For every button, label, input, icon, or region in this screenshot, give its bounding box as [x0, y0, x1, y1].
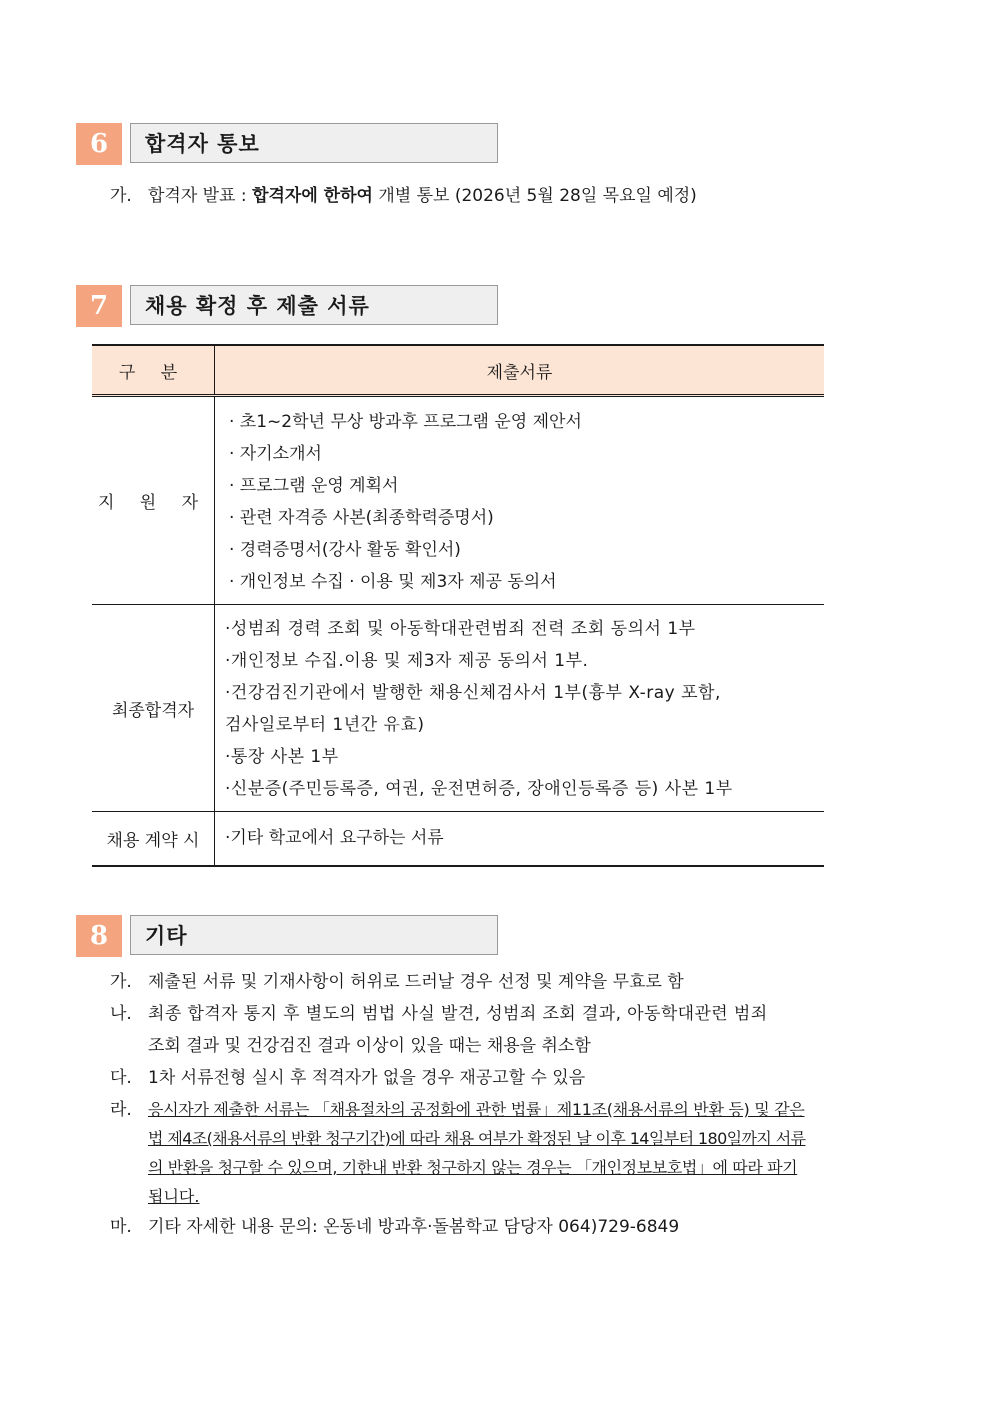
note-line: 기타 자세한 내용 문의: 온동네 방과후·돌봄학교 담당자 064)729-6849 — [148, 1217, 680, 1237]
document-item: ·건강검진기관에서 발행한 채용신체검사서 1부(흉부 X-ray 포함, — [225, 683, 721, 703]
note-line: 응시자가 제출한 서류는 「채용절차의 공정화에 관한 법률」제11조(채용서류의 반환 등) 및 같은 — [148, 1100, 805, 1119]
announcement-prefix: 합격자 발표 : — [148, 186, 253, 206]
row-category: 지 원 자 — [92, 396, 215, 605]
section-title: 채용 확정 후 제출 서류 — [130, 285, 498, 325]
section-number: 6 — [76, 123, 122, 165]
row-category: 채용 계약 시 — [92, 812, 215, 866]
note-line: 최종 합격자 통지 후 별도의 범법 사실 발견, 성범죄 조회 결과, 아동학대관련 범죄 — [148, 1004, 768, 1024]
row-documents — [215, 605, 825, 812]
note-line: 1차 서류전형 실시 후 적격자가 없을 경우 재공고할 수 있음 — [148, 1068, 586, 1088]
table-row — [92, 396, 824, 605]
section-number: 8 — [76, 915, 122, 957]
note-item — [110, 1094, 922, 1211]
document-item: · 프로그램 운영 계획서 — [229, 475, 399, 496]
document-item: 검사일로부터 1년간 유효) — [225, 715, 425, 735]
note-item — [110, 998, 922, 1062]
note-line: 됩니다. — [148, 1187, 200, 1206]
note-item — [110, 1062, 922, 1094]
table-row — [92, 812, 824, 866]
item-label: 나. — [110, 1004, 132, 1024]
announcement-emphasis: 합격자에 한하여 — [252, 186, 373, 206]
note-item — [110, 1211, 922, 1243]
document-item: ·신분증(주민등록증, 여권, 운전면허증, 장애인등록증 등) 사본 1부 — [225, 779, 733, 799]
document-item: ·성범죄 경력 조회 및 아동학대관련범죄 전력 조회 동의서 1부 — [225, 619, 696, 639]
note-line: 의 반환을 청구할 수 있으며, 기한내 반환 청구하지 않는 경우는 「개인정보보호법」에 따라 파기 — [148, 1158, 798, 1177]
header-category: 구 분 — [92, 345, 215, 396]
item-label: 다. — [110, 1068, 132, 1088]
item-label: 마. — [110, 1217, 132, 1237]
section-title: 합격자 통보 — [130, 123, 498, 163]
document-item: · 초1~2학년 무상 방과후 프로그램 운영 제안서 — [229, 411, 582, 432]
section-number: 7 — [76, 285, 122, 327]
header-documents: 제출서류 — [215, 345, 825, 396]
item-label: 가. — [110, 972, 132, 992]
document-item: ·기타 학교에서 요구하는 서류 — [225, 828, 444, 849]
note-line: 법 제4조(채용서류의 반환 청구기간)에 따라 채용 여부가 확정된 날 이후 14일부터 180일까지 서류 — [148, 1129, 806, 1148]
row-documents — [215, 812, 825, 866]
section-title: 기타 — [130, 915, 498, 955]
item-label: 가. — [110, 186, 132, 206]
announcement-suffix: 개별 통보 (2026년 5월 28일 목요일 예정) — [372, 186, 697, 206]
document-item: ·통장 사본 1부 — [225, 747, 339, 767]
document-item: · 관련 자격증 사본(최종학력증명서) — [229, 507, 494, 528]
notes-list — [110, 966, 922, 1243]
document-item: ·개인정보 수집.이용 및 제3자 제공 동의서 1부. — [225, 651, 589, 671]
note-line: 조회 결과 및 건강검진 결과 이상이 있을 때는 채용을 취소함 — [148, 1036, 591, 1056]
document-item: · 경력증명서(강사 활동 확인서) — [229, 539, 461, 560]
document-item: · 자기소개서 — [229, 443, 322, 464]
note-line: 제출된 서류 및 기재사항이 허위로 드러날 경우 선정 및 계약을 무효로 함 — [148, 972, 684, 992]
item-label: 라. — [110, 1100, 132, 1120]
row-category: 최종합격자 — [92, 605, 215, 812]
documents-table — [92, 344, 824, 867]
table-header-row — [92, 345, 824, 396]
table-row — [92, 605, 824, 812]
document-item: · 개인정보 수집 · 이용 및 제3자 제공 동의서 — [229, 571, 557, 592]
row-documents — [215, 396, 825, 605]
note-item — [110, 966, 922, 998]
announcement-line — [110, 181, 697, 206]
